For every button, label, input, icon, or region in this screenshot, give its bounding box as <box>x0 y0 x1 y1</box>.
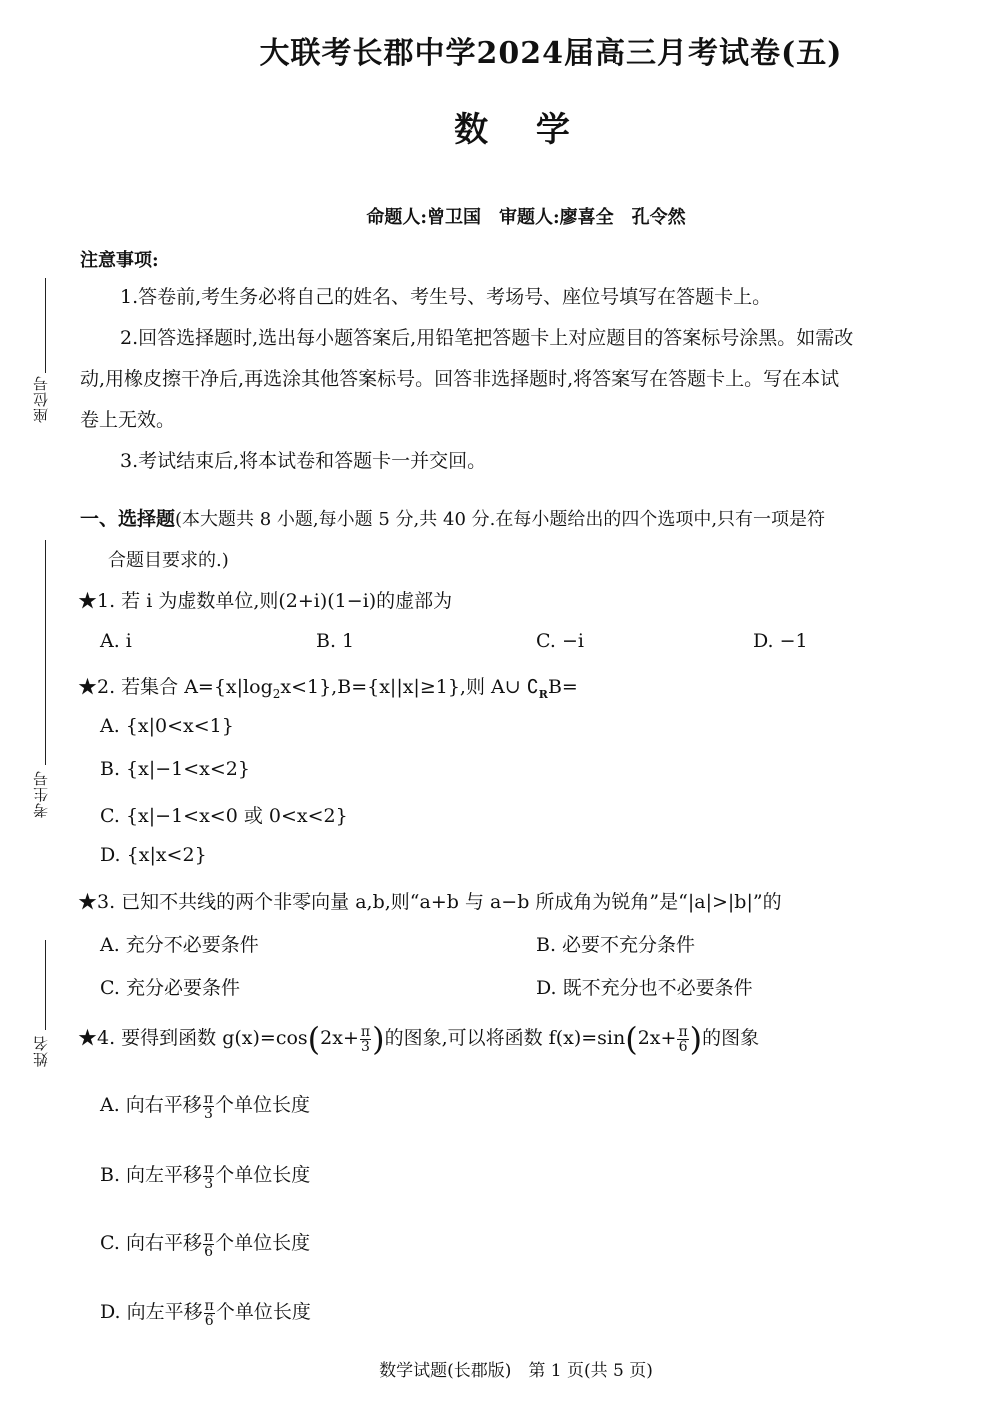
paren-close: ) <box>689 1020 703 1058</box>
q1-option-d: D. −1 <box>753 630 808 652</box>
q4-option-b: B. 向左平移 $\frac{\pi}{3}$ 个单位长度 <box>100 1160 311 1192</box>
section-title: 一、选择题 <box>80 508 176 530</box>
q2-option-a: A. {x|0<x<1} <box>100 715 234 737</box>
question-3: ★3. 已知不共线的两个非零向量 a,b,则“a+b 与 a−b 所成角为锐角”是“|a|>|b|”的 <box>78 891 782 913</box>
paren-close: ) <box>372 1020 385 1058</box>
q2-option-b: B. {x|−1<x<2} <box>100 758 250 780</box>
name-label: 姓名 <box>32 1035 50 1067</box>
seat-line <box>45 278 46 373</box>
fraction-pi-3: $\frac{\pi}{3}$ <box>204 1160 214 1192</box>
q2-option-c: C. {x|−1<x<0 或 0<x<2} <box>100 805 348 827</box>
exam-no-label: 考生号 <box>32 770 50 818</box>
q2-option-d: D. {x|x<2} <box>100 844 207 866</box>
notes-heading: 注意事项: <box>80 250 159 271</box>
paren-open: ( <box>625 1020 638 1058</box>
q1-option-c: C. −i <box>536 630 584 652</box>
note-item-3: 3.考试结束后,将本试卷和答题卡一并交回。 <box>120 450 487 472</box>
fraction-pi-3: $\frac{\pi}{3}$ <box>203 1090 214 1122</box>
section-desc-cont: 合题目要求的.) <box>108 550 229 571</box>
note-item-2: 2.回答选择题时,选出每小题答案后,用铅笔把答题卡上对应题目的答案标号涂黑。如需改 <box>120 327 854 349</box>
section-heading <box>80 498 980 541</box>
subject-title: 数 学 <box>454 110 588 150</box>
q1-option-b: B. 1 <box>316 630 355 652</box>
q3-option-b: B. 必要不充分条件 <box>536 934 696 956</box>
page-footer: 数学试题(长郡版) 第 1 页(共 5 页) <box>379 1361 653 1381</box>
authors-line: 命题人:曾卫国 审题人:廖喜全 孔令然 <box>366 207 686 228</box>
note-item-2-cont: 动,用橡皮擦干净后,再选涂其他答案标号。回答非选择题时,将答案写在答题卡上。写在本试 <box>80 368 840 390</box>
exam-title: 大联考长郡中学2024届高三月考试卷(五) <box>259 36 843 71</box>
q4-option-c: C. 向右平移 $\frac{\pi}{6}$ 个单位长度 <box>100 1228 311 1260</box>
question-1: ★1. 若 i 为虚数单位,则(2+i)(1−i)的虚部为 <box>78 590 453 612</box>
section-desc: (本大题共 8 小题,每小题 5 分,共 40 分.在每小题给出的四个选项中,只有一项是符 <box>175 509 826 530</box>
fraction-pi-3: $\frac{\pi}{3}$ <box>360 1023 371 1055</box>
paren-open: ( <box>307 1020 321 1058</box>
note-item-2-end: 卷上无效。 <box>80 409 176 431</box>
name-line <box>45 940 46 1030</box>
q4-option-d: D. 向左平移 $\frac{\pi}{6}$ 个单位长度 <box>100 1297 311 1329</box>
fraction-pi-6: $\frac{\pi}{6}$ <box>204 1297 214 1329</box>
fraction-pi-6: $\frac{\pi}{6}$ <box>678 1023 688 1055</box>
q3-option-a: A. 充分不必要条件 <box>100 934 259 956</box>
question-4: ★4. 要得到函数 g(x)=cos(2x+ $\frac{\pi}{3}$ )的图象,可以将函数 f(x)=sin(2x+ $\frac{\pi}{6}$ )的图象 <box>78 1020 760 1058</box>
q3-option-c: C. 充分必要条件 <box>100 977 240 999</box>
fraction-pi-6: $\frac{\pi}{6}$ <box>203 1228 214 1260</box>
q1-option-a: A. i <box>100 630 132 652</box>
note-item-1: 1.答卷前,考生务必将自己的姓名、考生号、考场号、座位号填写在答题卡上。 <box>120 286 772 308</box>
q4-option-a: A. 向右平移 $\frac{\pi}{3}$ 个单位长度 <box>100 1090 311 1122</box>
seat-label: 座位号 <box>32 375 50 423</box>
question-2: ★2. 若集合 $A=\{x|\log_2x<1\},B=\{x||x|\ge 1\}$,则 A∪ $∁_RB=$ <box>78 676 578 701</box>
q3-option-d: D. 既不充分也不必要条件 <box>536 977 753 999</box>
exam-no-line <box>45 540 46 765</box>
